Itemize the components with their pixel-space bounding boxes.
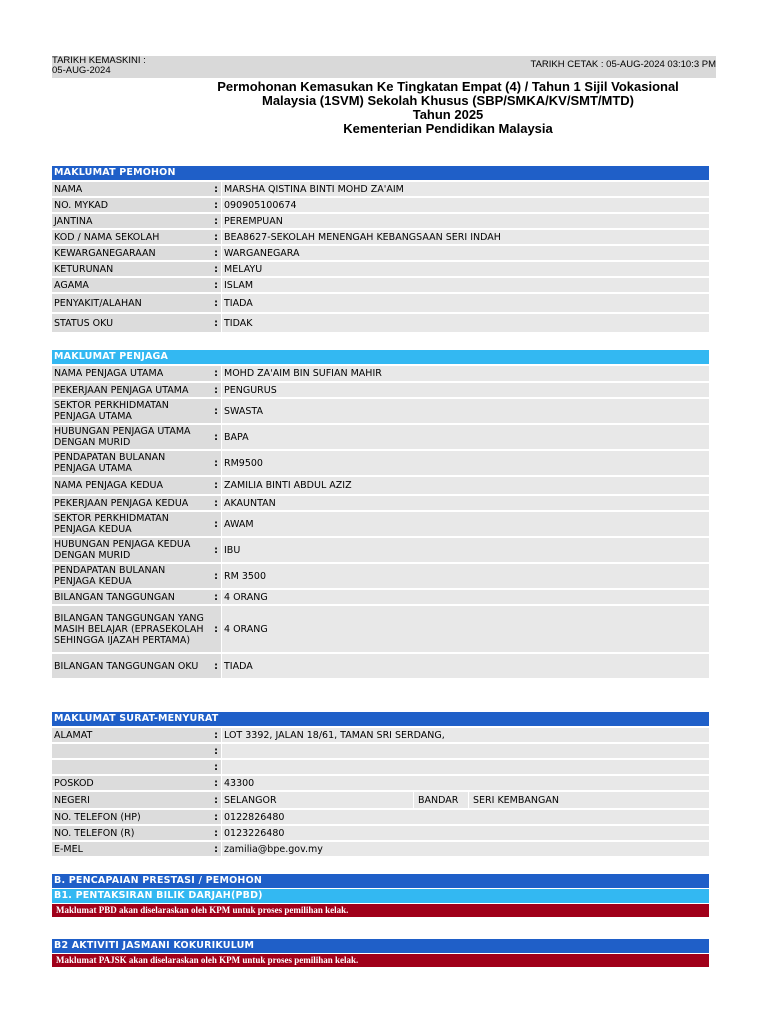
row-label: AGAMA (54, 279, 89, 291)
row-label: PEKERJAAN PENJAGA UTAMA (54, 384, 189, 396)
updated-label: TARIKH KEMASKINI : (52, 55, 146, 66)
row-tanggungan-oku: BILANGAN TANGGUNGAN OKU : TIADA (52, 654, 709, 678)
section-header-kokurikulum: B2 AKTIVITI JASMANI KOKURIKULUM (52, 939, 709, 953)
row-penyakit: PENYAKIT/ALAHAN : TIADA (52, 294, 709, 312)
row-email: E-MEL : zamilia@bpe.gov.my (52, 842, 709, 856)
bandar-label: BANDAR (413, 792, 468, 808)
row-tanggungan-belajar: BILANGAN TANGGUNGAN YANG MASIH BELAJAR (EPRASEKOLAH SEHINGGA IJAZAH PERTAMA) : 4 ORANG (52, 606, 709, 652)
row-nama-penjaga-kedua: NAMA PENJAGA KEDUA : ZAMILIA BINTI ABDUL AZIZ (52, 477, 709, 494)
section-header-pemohon: MAKLUMAT PEMOHON (52, 166, 709, 180)
row-label: E-MEL (54, 843, 83, 855)
row-value: 090905100674 (221, 198, 709, 212)
row-sektor-utama: SEKTOR PERKHIDMATAN PENJAGA UTAMA : SWASTA (52, 399, 709, 423)
row-sekolah: KOD / NAMA SEKOLAH : BEA8627-SEKOLAH MENENGAH KEBANGSAAN SERI INDAH (52, 230, 709, 244)
row-label: BILANGAN TANGGUNGAN (54, 591, 175, 603)
updated-info (52, 56, 146, 76)
title-line-1: Permohonan Kemasukan Ke Tingkatan Empat (4) / Tahun 1 Sijil Vokasional (217, 79, 679, 94)
row-pekerjaan-utama: PEKERJAAN PENJAGA UTAMA : PENGURUS (52, 383, 709, 397)
row-label: NAMA PENJAGA KEDUA (54, 480, 164, 491)
section-pemohon (52, 166, 709, 332)
row-value: BEA8627-SEKOLAH MENENGAH KEBANGSAAN SERI INDAH (221, 230, 709, 244)
row-jantina: JANTINA : PEREMPUAN (52, 214, 709, 228)
title-line-2: Malaysia (1SVM) Sekolah Khusus (SBP/SMKA/KV/SMT/MTD) (261, 93, 634, 108)
row-value: TIADA (221, 654, 709, 678)
row-label: JANTINA (54, 215, 93, 227)
row-value: zamilia@bpe.gov.my (221, 842, 709, 856)
row-bilangan-tanggungan: BILANGAN TANGGUNGAN : 4 ORANG (52, 590, 709, 604)
row-value: MOHD ZA'AIM BIN SUFIAN MAHIR (221, 366, 709, 381)
row-label: BILANGAN TANGGUNGAN YANG MASIH BELAJAR (EPRASEKOLAH SEHINGGA IJAZAH PERTAMA) (54, 612, 204, 646)
row-mykad: NO. MYKAD : 090905100674 (52, 198, 709, 212)
row-value: PENGURUS (221, 383, 709, 397)
row-value: WARGANEGARA (221, 246, 709, 260)
row-value: ISLAM (221, 278, 709, 292)
row-value: ZAMILIA BINTI ABDUL AZIZ (221, 477, 709, 494)
row-label: NAMA (54, 183, 83, 195)
row-value: RM 3500 (221, 564, 709, 588)
row-label: NEGERI (54, 794, 90, 806)
section-header-surat: MAKLUMAT SURAT-MENYURAT (52, 712, 709, 726)
row-value: 4 ORANG (221, 590, 709, 604)
row-label: PENDAPATAN BULANAN PENJAGA KEDUA (54, 565, 166, 587)
updated-date: 05-AUG-2024 (52, 65, 111, 76)
row-label: PENYAKIT/ALAHAN (54, 297, 142, 309)
row-label: HUBUNGAN PENJAGA UTAMA DENGAN MURID (54, 426, 191, 448)
row-label: HUBUNGAN PENJAGA KEDUA DENGAN MURID (54, 539, 191, 561)
row-value: 43300 (221, 776, 709, 790)
row-telefon-r: NO. TELEFON (R) : 0123226480 (52, 826, 709, 840)
row-label: PENDAPATAN BULANAN PENJAGA UTAMA (54, 452, 166, 474)
row-alamat-3: : (52, 760, 709, 774)
row-status-oku: STATUS OKU : TIDAK (52, 314, 709, 332)
row-value: MELAYU (221, 262, 709, 276)
row-value: AKAUNTAN (221, 496, 709, 510)
row-label: KETURUNAN (54, 263, 114, 275)
bandar-value: SERI KEMBANGAN (468, 792, 709, 808)
row-label: PEKERJAAN PENJAGA KEDUA (54, 497, 189, 509)
row-alamat: ALAMAT : LOT 3392, JALAN 18/61, TAMAN SRI SERDANG, (52, 728, 709, 742)
row-alamat-2: : (52, 744, 709, 758)
row-pendapatan-kedua: PENDAPATAN BULANAN PENJAGA KEDUA : RM 3500 (52, 564, 709, 588)
section-surat-menyurat (52, 712, 709, 856)
row-pekerjaan-kedua: PEKERJAAN PENJAGA KEDUA : AKAUNTAN (52, 496, 709, 510)
row-value: PEREMPUAN (221, 214, 709, 228)
row-label: NO. TELEFON (R) (54, 827, 135, 839)
row-label: NAMA PENJAGA UTAMA (54, 368, 164, 379)
row-value: BAPA (221, 425, 709, 449)
row-label: STATUS OKU (54, 317, 114, 329)
row-nama-penjaga-utama: NAMA PENJAGA UTAMA : MOHD ZA'AIM BIN SUFIAN MAHIR (52, 366, 709, 381)
row-label: NO. TELEFON (HP) (54, 811, 141, 823)
row-value: SELANGOR (221, 792, 413, 808)
row-label: SEKTOR PERKHIDMATAN PENJAGA KEDUA (54, 513, 169, 535)
section-header-prestasi: B. PENCAPAIAN PRESTASI / PEMOHON (52, 874, 709, 888)
row-value: LOT 3392, JALAN 18/61, TAMAN SRI SERDANG, (221, 728, 709, 742)
row-value: SWASTA (221, 399, 709, 423)
row-label: POSKOD (54, 777, 94, 789)
pajsk-note: Maklumat PAJSK akan diselaraskan oleh KPM untuk proses pemilihan kelak. (52, 954, 709, 967)
row-nama: NAMA : MARSHA QISTINA BINTI MOHD ZA'AIM (52, 182, 709, 196)
row-label: NO. MYKAD (54, 199, 109, 211)
row-pendapatan-utama: PENDAPATAN BULANAN PENJAGA UTAMA : RM9500 (52, 451, 709, 475)
title-line-4: Kementerian Pendidikan Malaysia (343, 121, 553, 136)
row-agama: AGAMA : ISLAM (52, 278, 709, 292)
section-penjaga (52, 350, 709, 678)
document-title (180, 80, 716, 136)
section-header-pbd: B1. PENTAKSIRAN BILIK DARJAH(PBD) (52, 889, 709, 903)
row-value: 4 ORANG (221, 606, 709, 652)
row-value: 0122826480 (221, 810, 709, 824)
row-value: 0123226480 (221, 826, 709, 840)
row-value: TIADA (221, 294, 709, 312)
row-hubungan-utama: HUBUNGAN PENJAGA UTAMA DENGAN MURID : BAPA (52, 425, 709, 449)
print-date: TARIKH CETAK : 05-AUG-2024 03:10:3 PM (530, 59, 716, 70)
pbd-note: Maklumat PBD akan diselaraskan oleh KPM untuk proses pemilihan kelak. (52, 904, 709, 917)
row-value (221, 744, 709, 758)
row-value (221, 760, 709, 774)
row-kewarganegaraan: KEWARGANEGARAAN : WARGANEGARA (52, 246, 709, 260)
row-value: TIDAK (221, 314, 709, 332)
row-label: SEKTOR PERKHIDMATAN PENJAGA UTAMA (54, 400, 169, 422)
row-label: BILANGAN TANGGUNGAN OKU (54, 660, 199, 672)
section-prestasi (52, 874, 709, 917)
row-value: RM9500 (221, 451, 709, 475)
title-line-3: Tahun 2025 (412, 107, 484, 122)
row-hubungan-kedua: HUBUNGAN PENJAGA KEDUA DENGAN MURID : IBU (52, 538, 709, 562)
section-header-penjaga: MAKLUMAT PENJAGA (52, 350, 709, 364)
row-negeri: NEGERI : SELANGOR BANDAR SERI KEMBANGAN (52, 792, 709, 808)
section-kokurikulum (52, 939, 709, 967)
row-value: MARSHA QISTINA BINTI MOHD ZA'AIM (221, 182, 709, 196)
row-sektor-kedua: SEKTOR PERKHIDMATAN PENJAGA KEDUA : AWAM (52, 512, 709, 536)
row-value: IBU (221, 538, 709, 562)
row-telefon-hp: NO. TELEFON (HP) : 0122826480 (52, 810, 709, 824)
top-info-bar (52, 56, 716, 78)
row-label: KEWARGANEGARAAN (54, 247, 156, 259)
row-label: ALAMAT (54, 729, 93, 741)
row-poskod: POSKOD : 43300 (52, 776, 709, 790)
row-value: AWAM (221, 512, 709, 536)
row-keturunan: KETURUNAN : MELAYU (52, 262, 709, 276)
row-label: KOD / NAMA SEKOLAH (54, 231, 160, 243)
